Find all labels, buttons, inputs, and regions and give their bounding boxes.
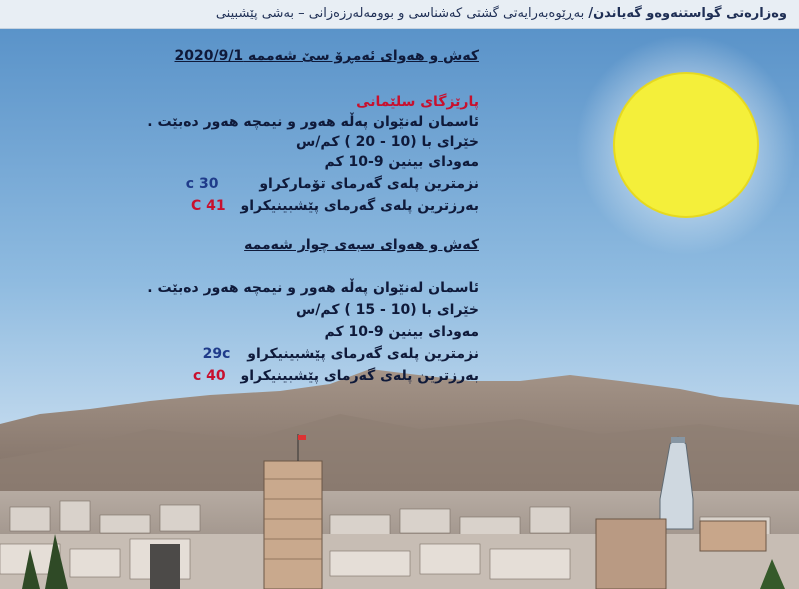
day1-min-label: نزمترین پلەی گەرمای تۆمارکراو — [259, 176, 479, 192]
day2-min-row — [203, 346, 479, 362]
day2-max-value: 40 c — [192, 368, 226, 384]
day1-wind: خێرای با (10 - 20 ) کم/س — [295, 134, 479, 150]
day1-max-row — [191, 198, 479, 214]
day2-min-value: 29c — [202, 346, 231, 362]
day1-max-value: 41 C — [191, 198, 226, 214]
day1-visibility: مەودای بینین 9-10 کم — [324, 154, 479, 170]
header-bar — [0, 0, 799, 29]
day1-sky: ئاسمان لەنێوان پەڵە هەور و نیمچە هەور دەبێت . — [147, 114, 479, 130]
day1-min-value: 30 c — [185, 176, 219, 192]
day2-min-label: نزمترین پلەی گەرمای پێشبینیکراو — [247, 346, 479, 362]
day1-title: کەش و هەوای ئەمڕۆ سێ شەممە 2020/9/1 — [174, 48, 479, 64]
day2-title: کەش و هەوای سبەی چوار شەممە — [244, 237, 479, 253]
ministry-title: وەزارەتی گواستنەوەو گەیاندن/ — [588, 6, 787, 21]
day2-visibility: مەودای بینین 9-10 کم — [324, 324, 479, 340]
day2-max-row — [193, 368, 479, 384]
day1-max-label: بەرزترین پلەی گەرمای پێشبینیکراو — [240, 198, 479, 214]
day1-min-row — [186, 176, 479, 192]
day2-max-label: بەرزترین پلەی گەرمای پێشبینیکراو — [240, 368, 479, 384]
department-title: بەڕێوەبەرایەتی گشتی کەشناسی و بوومەلەرزەزانی – بەشی پێشبینی — [215, 6, 589, 21]
day2-sky: ئاسمان لەنێوان پەڵە هەور و نیمچە هەور دەبێت . — [147, 280, 479, 296]
day2-wind: خێرای با (10 - 15 ) کم/س — [295, 302, 479, 318]
city-name: پارێزگای سلێمانی — [356, 94, 479, 110]
